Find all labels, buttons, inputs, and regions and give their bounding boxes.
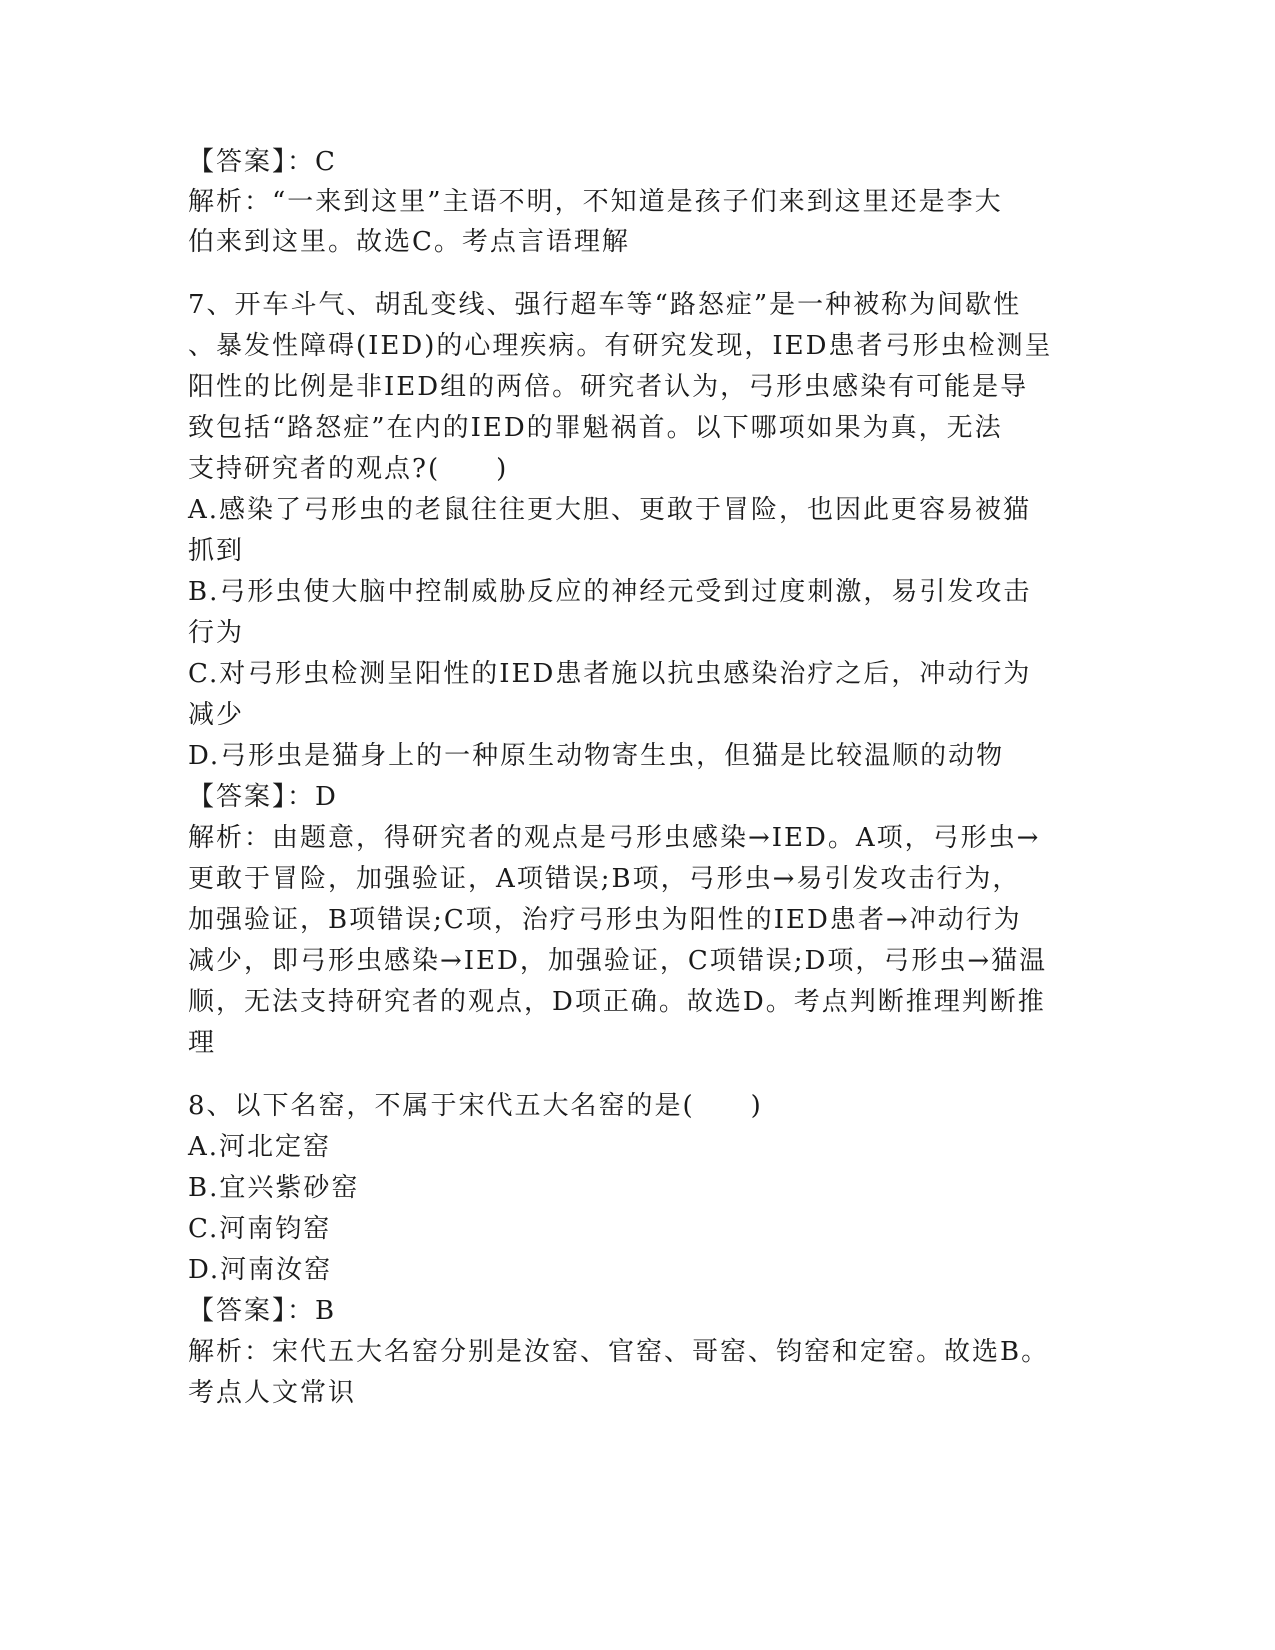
explanation-line: 顺，无法支持研究者的观点，D项正确。故选D。考点判断推理判断推 xyxy=(188,987,1046,1017)
explanation-line: 考点人文常识 xyxy=(188,1378,357,1408)
option-d-line: D.河南汝窑 xyxy=(188,1255,333,1285)
answer-line: 【答案】：C xyxy=(188,147,337,177)
explanation-line: 理 xyxy=(188,1028,217,1058)
explanation-line: 伯来到这里。故选C。考点言语理解 xyxy=(188,227,630,257)
option-a-line: 抓到 xyxy=(188,536,245,566)
question-7-line: 7、开车斗气、胡乱变线、强行超车等“路怒症”是一种被称为间歇性 xyxy=(188,290,1022,320)
option-b-line: 行为 xyxy=(188,618,245,648)
explanation-line: 减少，即弓形虫感染→IED，加强验证，C项错误;D项，弓形虫→猫温 xyxy=(188,946,1048,976)
option-a-line: A.河北定窑 xyxy=(188,1132,332,1162)
explanation-line: 更敢于冒险，加强验证，A项错误;B项，弓形虫→易引发攻击行为， xyxy=(188,864,1021,894)
answer-line: 【答案】：D xyxy=(188,782,338,812)
option-a-line: A.感染了弓形虫的老鼠往往更大胆、更敢于冒险，也因此更容易被猫 xyxy=(188,495,1032,525)
explanation-line: 解析：“一来到这里”主语不明，不知道是孩子们来到这里还是李大 xyxy=(188,187,1003,217)
question-7-line: 阳性的比例是非IED组的两倍。研究者认为，弓形虫感染有可能是导 xyxy=(188,372,1029,402)
question-7-line: 、暴发性障碍(IED)的心理疾病。有研究发现，IED患者弓形虫检测呈 xyxy=(188,331,1053,361)
option-b-line: B.弓形虫使大脑中控制威胁反应的神经元受到过度刺激，易引发攻击 xyxy=(188,577,1032,607)
explanation-line: 解析：宋代五大名窑分别是汝窑、官窑、哥窑、钧窑和定窑。故选B。 xyxy=(188,1337,1050,1367)
answer-line: 【答案】：B xyxy=(188,1296,337,1326)
explanation-line: 解析：由题意，得研究者的观点是弓形虫感染→IED。A项，弓形虫→ xyxy=(188,823,1041,853)
explanation-line: 加强验证，B项错误;C项，治疗弓形虫为阳性的IED患者→冲动行为 xyxy=(188,905,1022,935)
option-c-line: 减少 xyxy=(188,700,245,730)
question-8-line: 8、以下名窑，不属于宋代五大名窑的是( ) xyxy=(188,1091,763,1121)
question-7-line: 支持研究者的观点?( ) xyxy=(188,454,509,484)
option-d-line: D.弓形虫是猫身上的一种原生动物寄生虫，但猫是比较温顺的动物 xyxy=(188,741,1005,771)
option-b-line: B.宜兴紫砂窑 xyxy=(188,1173,360,1203)
question-7-line: 致包括“路怒症”在内的IED的罪魁祸首。以下哪项如果为真，无法 xyxy=(188,413,1003,443)
option-c-line: C.对弓形虫检测呈阳性的IED患者施以抗虫感染治疗之后，冲动行为 xyxy=(188,659,1032,689)
option-c-line: C.河南钧窑 xyxy=(188,1214,332,1244)
